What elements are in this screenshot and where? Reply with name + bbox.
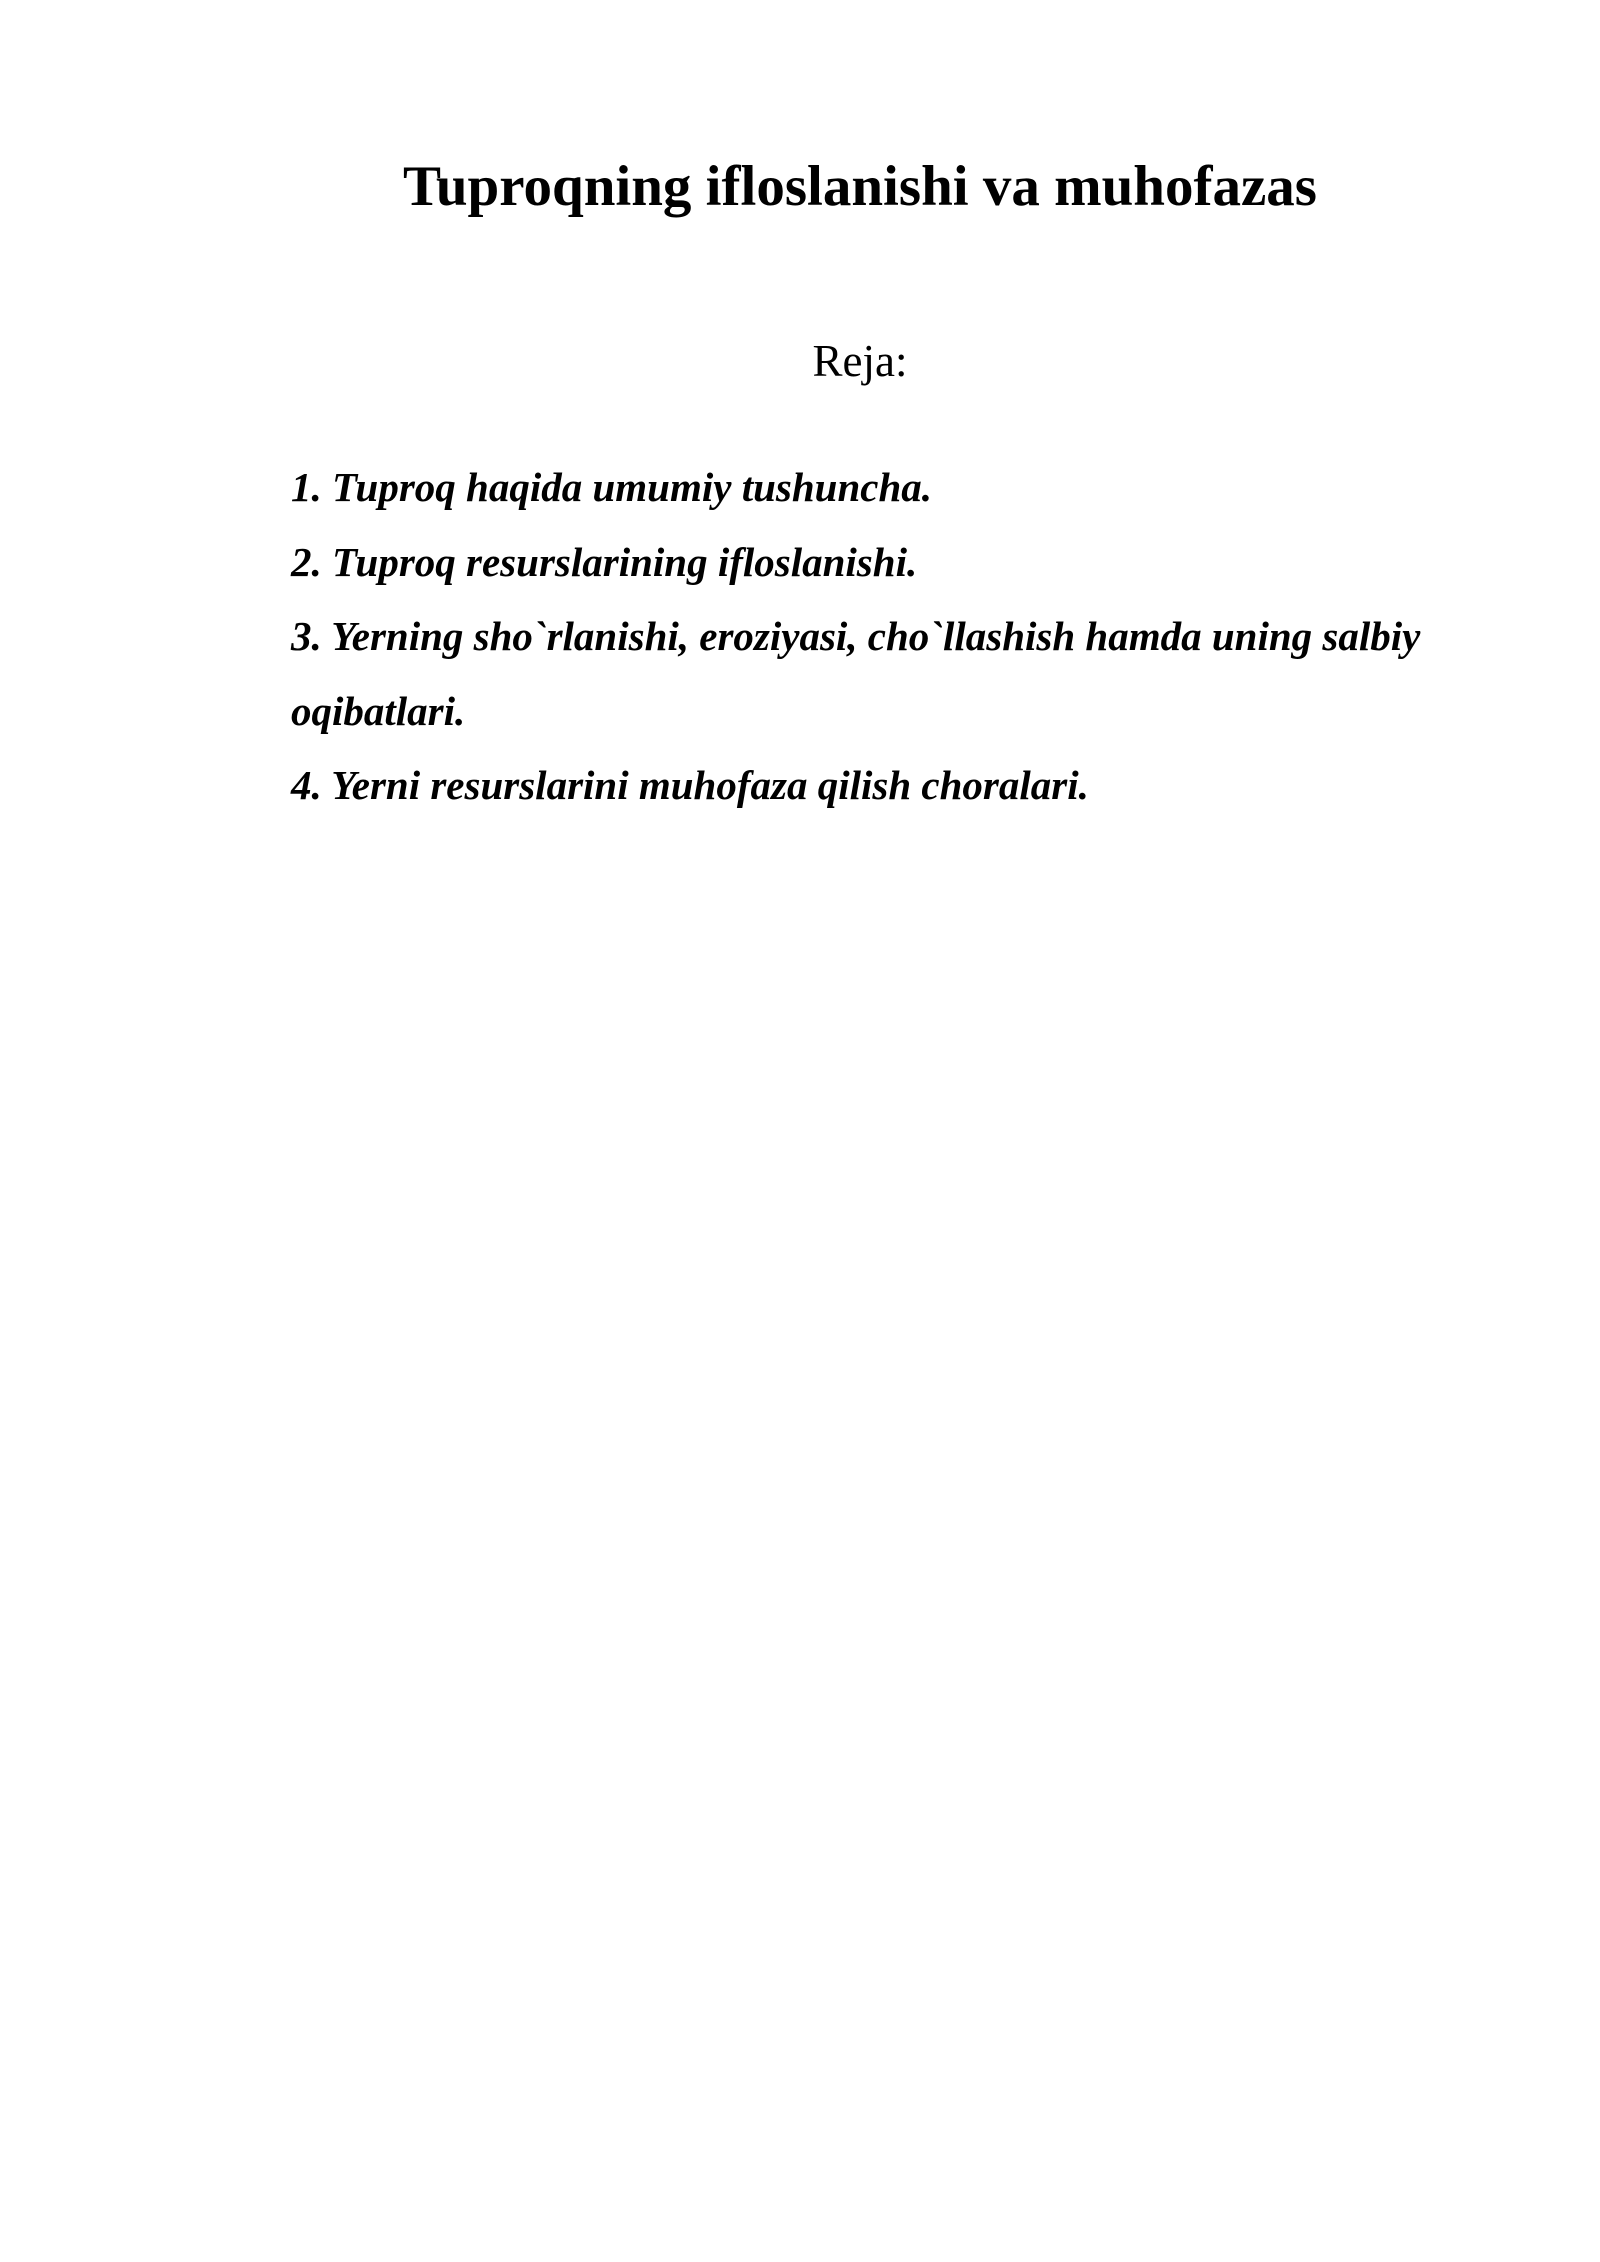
plan-item-4: 4. Yerni resurslarini muhofaza qilish choralari. <box>291 762 1089 808</box>
plan-heading: Reja: <box>812 336 908 386</box>
plan-item-1: 1. Tuproq haqida umumiy tushuncha. <box>291 464 933 510</box>
plan-list <box>291 450 1491 823</box>
plan-item-2: 2. Tuproq resurslarining ifloslanishi. <box>291 538 918 585</box>
plan-item-3: 3. Yerning sho`rlanishi, eroziyasi, cho`llashish hamda uning salbiy oqibatlari. <box>291 613 1421 734</box>
document-title: Tuproqning ifloslanishi va muhofazas <box>403 155 1317 218</box>
